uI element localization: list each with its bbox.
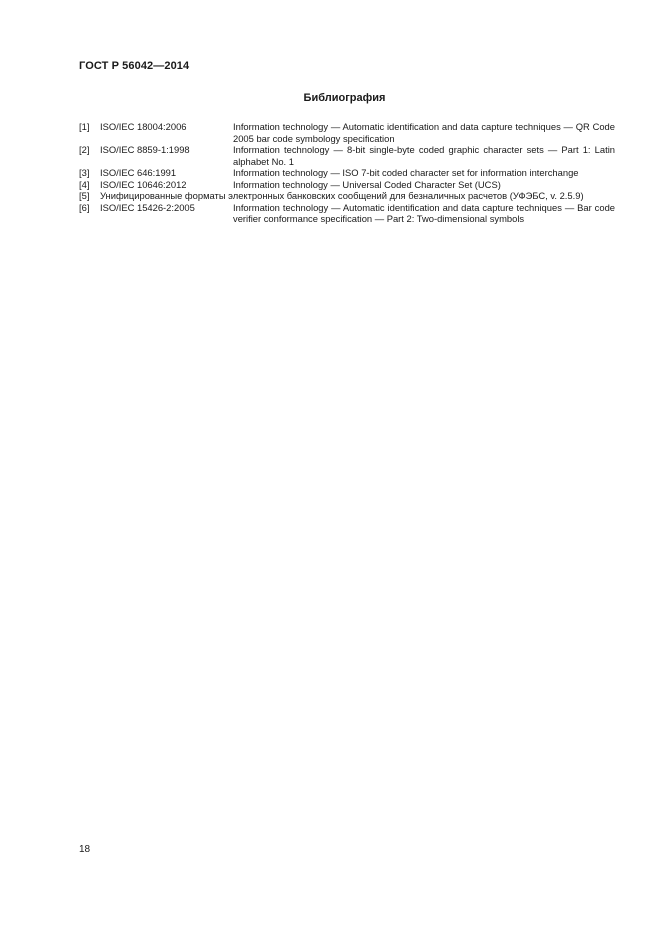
- bibliography-item-full-text: Унифицированные форматы электронных банковских сообщений для безналичных расчетов (УФЭБС, v. 2.5.9): [100, 190, 584, 201]
- bibliography-item-number: [1]: [79, 121, 90, 132]
- bibliography-item-number: [2]: [79, 144, 90, 155]
- page-number: 18: [79, 844, 91, 855]
- bibliography-item-title: Information technology — Universal Coded Character Set (UCS): [233, 178, 501, 190]
- bibliography-item-title: Information technology — ISO 7-bit coded character set for information interchange: [233, 167, 579, 178]
- bibliography-item-number: [4]: [79, 178, 90, 190]
- bibliography-item-title: Information technology — 8-bit single-byte coded graphic character sets — Part 1: Latin alphabet No. 1: [233, 144, 615, 167]
- document-header-code: ГОСТ Р 56042—2014: [79, 60, 190, 72]
- bibliography-item-title: Information technology — Automatic identification and data capture techniques — QR Code 2005 bar code symbology specification: [233, 121, 615, 144]
- bibliography-item-code: ISO/IEC 646:1991: [100, 167, 177, 178]
- bibliography-item: [79, 167, 615, 179]
- bibliography-item: [79, 202, 615, 225]
- bibliography-item-code: ISO/IEC 8859-1:1998: [100, 144, 190, 155]
- bibliography-item-code: ISO/IEC 15426-2:2005: [100, 201, 195, 213]
- bibliography-item-number: [3]: [79, 167, 90, 178]
- bibliography-item: [79, 121, 615, 144]
- bibliography-item-number: [5]: [79, 190, 90, 201]
- bibliography-list: [79, 121, 615, 225]
- bibliography-item: [79, 144, 615, 167]
- bibliography-item-code: ISO/IEC 18004:2006: [100, 121, 187, 132]
- bibliography-item-number: [6]: [79, 201, 90, 213]
- bibliography-item-code: ISO/IEC 10646:2012: [100, 178, 187, 190]
- bibliography-item: [79, 179, 615, 191]
- bibliography-item: [79, 190, 615, 202]
- bibliography-title: Библиография: [303, 92, 386, 104]
- bibliography-item-title: Information technology — Automatic identification and data capture techniques — Bar code verifier conformance specification — Part 2: Two-dimensional symbols: [233, 201, 615, 224]
